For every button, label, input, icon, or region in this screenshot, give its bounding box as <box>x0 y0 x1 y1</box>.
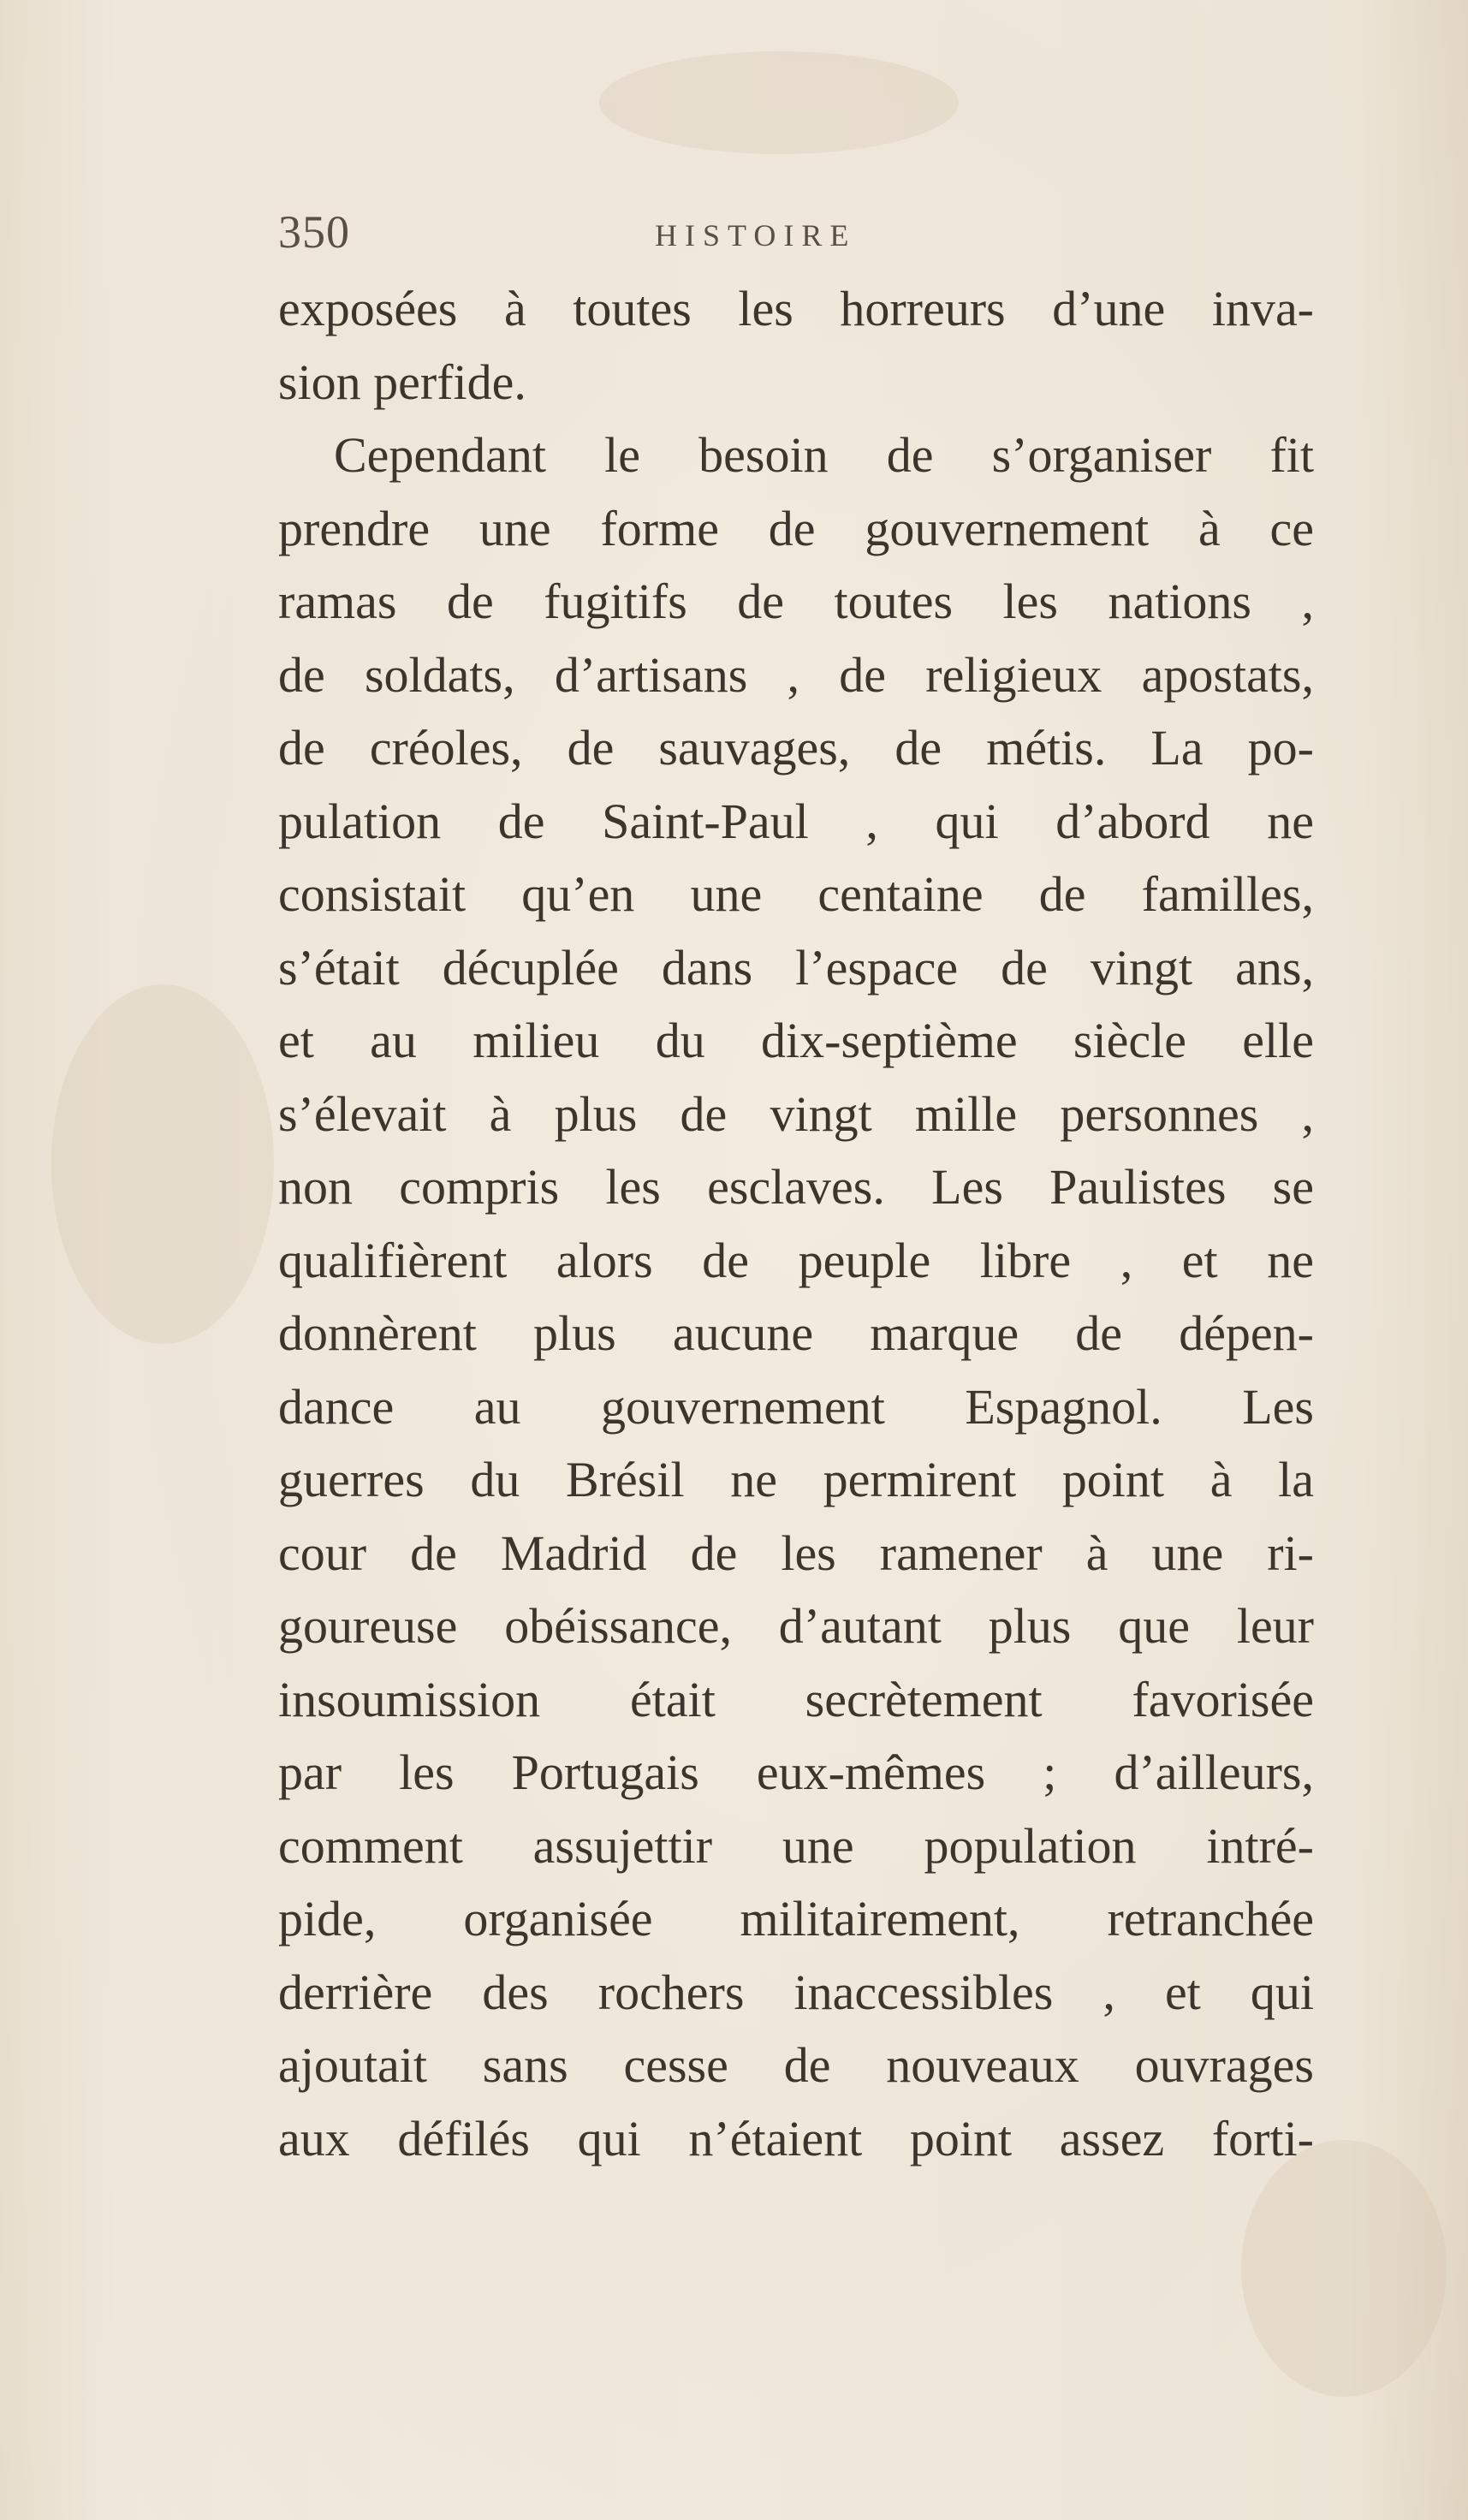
text-line: exposées à toutes les horreurs d’une inva- <box>278 281 1314 336</box>
text-line: cour de Madrid de les ramener à une ri- <box>278 1524 1314 1581</box>
text-line: goureuse obéissance, d’autant plus que leur <box>278 1598 1314 1654</box>
text-line: insoumission était secrètement favorisée <box>278 1671 1314 1727</box>
page-header <box>278 205 1305 265</box>
text-line: s’élevait à plus de vingt mille personnes , <box>278 1085 1314 1142</box>
text-line: aux défilés qui n’étaient point assez forti- <box>278 2110 1314 2166</box>
text-line: ajoutait sans cesse de nouveaux ouvrages <box>278 2037 1314 2093</box>
body-text <box>278 272 1314 2175</box>
text-line: s’était décuplée dans l’espace de vingt ans, <box>278 939 1314 996</box>
running-head: HISTOIRE <box>655 218 857 253</box>
text-line: donnèrent plus aucune marque de dépen- <box>278 1305 1314 1361</box>
paper-stain <box>51 984 274 1344</box>
text-line: et au milieu du dix-septième siècle elle <box>278 1013 1314 1068</box>
text-line: pide, organisée militairement, retranchée <box>278 1891 1314 1946</box>
text-line: de créoles, de sauvages, de métis. La po- <box>278 720 1314 776</box>
text-line: dance au gouvernement Espagnol. Les <box>278 1378 1314 1435</box>
text-line: prendre une forme de gouvernement à ce <box>278 500 1314 556</box>
text-line: ramas de fugitifs de toutes les nations , <box>278 574 1314 629</box>
text-line: comment assujettir une population intré- <box>278 1817 1314 1874</box>
page-number: 350 <box>278 206 350 258</box>
paragraph-start-line: Cependant le besoin de s’organiser fit <box>334 427 1314 483</box>
text-line: sion perfide. <box>278 354 526 410</box>
paper-stain <box>1241 2140 1447 2397</box>
text-line: non compris les esclaves. Les Paulistes se <box>278 1159 1314 1215</box>
text-line: par les Portugais eux-mêmes ; d’ailleurs, <box>278 1744 1314 1800</box>
paper-stain <box>599 51 959 154</box>
text-line: pulation de Saint-Paul , qui d’abord ne <box>278 793 1314 849</box>
text-line: de soldats, d’artisans , de religieux apostats, <box>278 646 1314 703</box>
text-line: qualifièrent alors de peuple libre , et ne <box>278 1232 1314 1288</box>
text-line: derrière des rochers inaccessibles , et qui <box>278 1964 1314 2020</box>
text-line: guerres du Brésil ne permirent point à la <box>278 1452 1314 1507</box>
text-line: consistait qu’en une centaine de familles, <box>278 866 1314 922</box>
